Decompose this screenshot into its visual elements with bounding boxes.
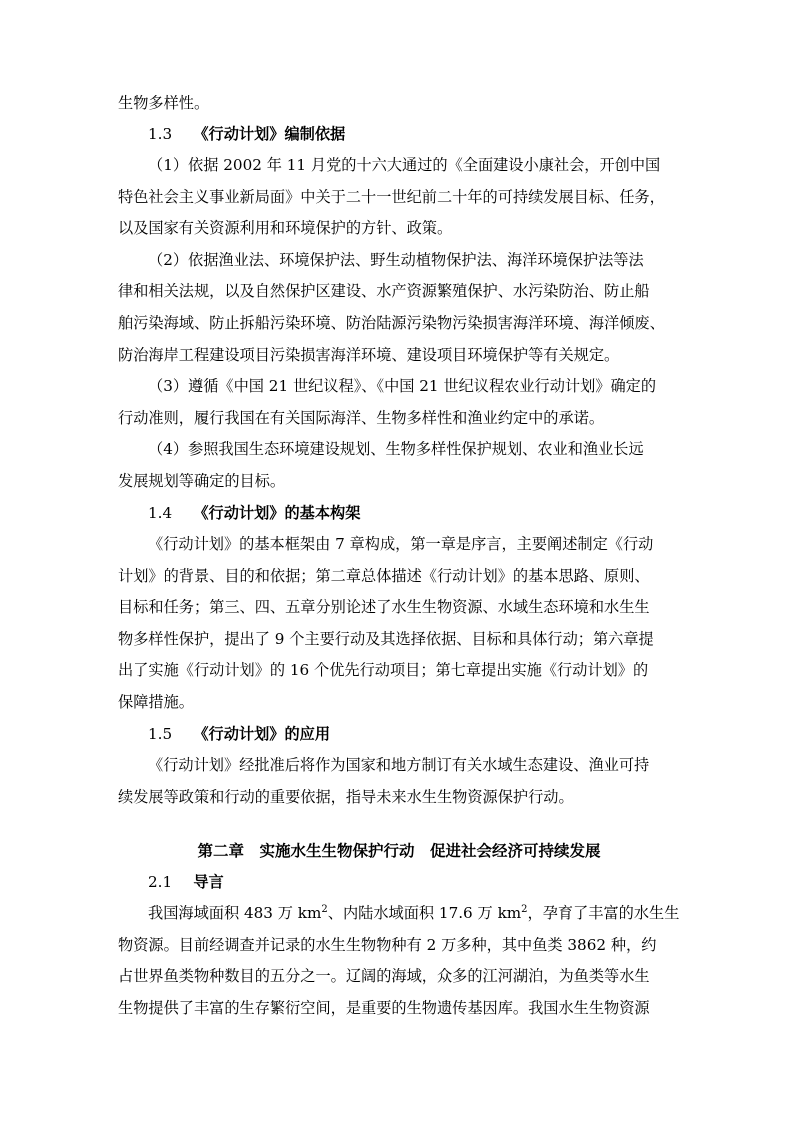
section-heading-1-5 <box>118 719 680 751</box>
text-line: 舶污染海域、防止拆船污染环境、防治陆源污染物污染损害海洋环境、海洋倾废、 <box>118 313 665 332</box>
chapter-title: 第二章 实施水生生物保护行动 促进社会经济可持续发展 <box>197 841 601 860</box>
section-1-3-body <box>118 150 680 498</box>
text-line: 《行动计划》的基本框架由 7 章构成，第一章是序言，主要阐述制定《行动 <box>148 535 654 553</box>
section-title: 《行动计划》的基本构架 <box>193 504 361 522</box>
section-heading-1-4 <box>118 498 680 530</box>
text-line: 《行动计划》经批准后将作为国家和地方制订有关水域生态建设、渔业可持 <box>148 756 650 774</box>
text-line: 发展规划等确定的目标。 <box>118 471 286 490</box>
text-line: 防治海岸工程建设项目污染损害海洋环境、建设项目环境保护等有关规定。 <box>118 345 620 364</box>
section-1-4-body <box>118 529 680 719</box>
section-number: 1.4 <box>148 504 173 522</box>
text-line: 占世界鱼类物种数目的五分之一。辽阔的海域，众多的江河湖泊，为鱼类等水生 <box>118 967 650 986</box>
text-line: 续发展等政策和行动的重要依据，指导未来水生生物资源保护行动。 <box>118 787 574 806</box>
section-heading-2-1 <box>118 867 680 899</box>
section-1-5-body <box>118 750 680 813</box>
superscript: 2 <box>321 903 328 915</box>
text-line: 生物多样性。 <box>118 94 210 112</box>
section-number: 1.5 <box>148 725 173 743</box>
section-title: 导言 <box>193 873 224 891</box>
superscript: 2 <box>521 903 528 915</box>
section-number: 2.1 <box>148 873 173 891</box>
text-line: 我国海域面积 483 万 $km^2$、内陆水域面积 17.6 万 $km^2$，孕育了丰富的水生生 <box>148 903 680 922</box>
text-line: 律和相关法规，以及自然保护区建设、水产资源繁殖保护、水污染防治、防止船 <box>118 282 650 301</box>
text-line: 以及国家有关资源利用和环境保护的方针、政策。 <box>118 219 453 238</box>
text-line: 目标和任务；第三、四、五章分别论述了水生生物资源、水域生态环境和水生生 <box>118 598 650 617</box>
text-line: 物资源。目前经调查并记录的水生生物物种有 2 万多种，其中鱼类 3862 种，约 <box>118 935 657 954</box>
continuation-paragraph <box>118 88 680 120</box>
section-number: 1.3 <box>148 125 173 143</box>
section-title: 《行动计划》编制依据 <box>193 125 346 143</box>
section-2-1-body <box>118 898 680 1024</box>
text-line: 行动准则，履行我国在有关国际海洋、生物多样性和渔业约定中的承诺。 <box>118 408 604 427</box>
text-line: 特色社会主义事业新局面》中关于二十一世纪前二十年的可持续发展目标、任务， <box>118 187 665 206</box>
text-line: （2）依据渔业法、环境保护法、野生动植物保护法、海洋环境保护法等法 <box>148 250 644 269</box>
section-heading-1-3 <box>118 119 680 151</box>
text-line: 物多样性保护，提出了 9 个主要行动及其选择依据、目标和具体行动；第六章提 <box>118 629 654 648</box>
section-title: 《行动计划》的应用 <box>193 725 330 743</box>
text-line: （1）依据 2002 年 11 月党的十六大通过的《全面建设小康社会，开创中国 <box>148 156 661 174</box>
text-line: 生物提供了丰富的生存繁衍空间，是重要的生物遗传基因库。我国水生生物资源 <box>118 998 650 1017</box>
text-line: 出了实施《行动计划》的 16 个优先行动项目；第七章提出实施《行动计划》的 <box>118 661 649 680</box>
text-line: 计划》的背景、目的和依据；第二章总体描述《行动计划》的基本思路、原则、 <box>118 566 650 585</box>
text-line: 保障措施。 <box>118 692 194 711</box>
text-line: （4）参照我国生态环境建设规划、生物多样性保护规划、农业和渔业长远 <box>148 440 644 459</box>
text-line: （3）遵循《中国 21 世纪议程》、《中国 21 世纪议程农业行动计划》确定的 <box>148 377 657 396</box>
